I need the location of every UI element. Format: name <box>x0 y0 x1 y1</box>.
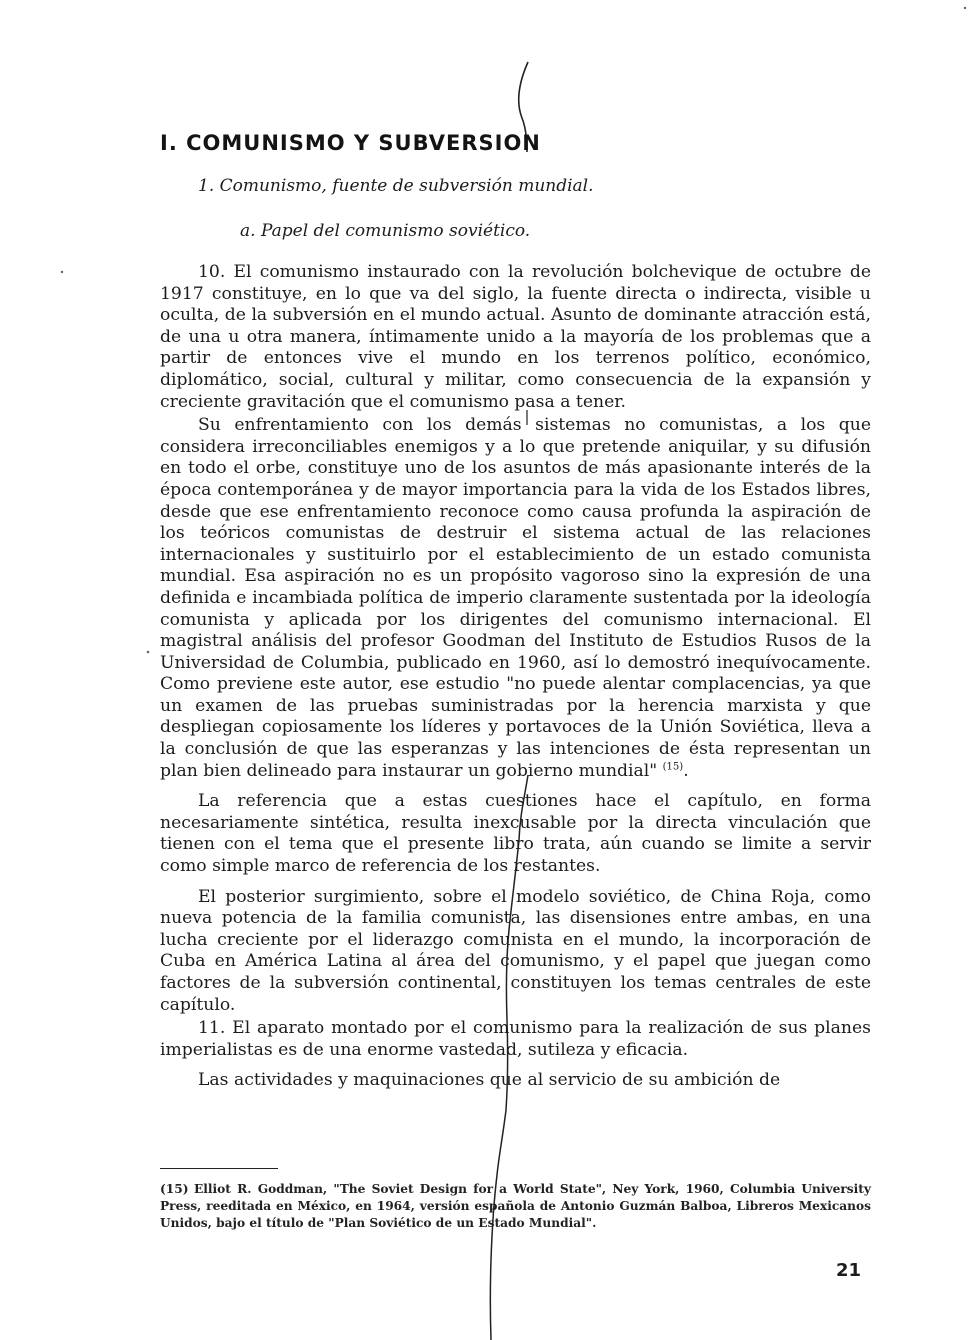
footnote-reference: (15) <box>662 760 684 772</box>
subsection-heading: a. Papel del comunismo soviético. <box>240 221 531 241</box>
chapter-title: I. COMUNISMO Y SUBVERSION <box>160 131 541 155</box>
paragraph-1: 10. El comunismo instaurado con la revolución bolchevique de octubre de 1917 constituye, en lo que va del siglo, la fuente directa o indirecta, visible u oculta, de la subversión en el mundo actual. Asunto de dominante atracción está, de una u otra manera, íntimamente unido a la mayoría de los problemas que a partir de entonces vive el mundo en los terrenos político, económico, diplomático, social, cultural y militar, como consecuencia de la expansión y creciente gravitación que el comunismo pasa a tener. <box>160 262 871 412</box>
footnote-mark: (15) <box>160 1182 189 1196</box>
page-number: 21 <box>836 1260 862 1281</box>
paragraph-6: Las actividades y maquinaciones que al servicio de su ambición de <box>198 1070 781 1091</box>
paragraph-5: 11. El aparato montado por el comunismo para la realización de sus planes imperialistas es de una enorme vastedad, sutileza y eficacia. <box>160 1018 871 1060</box>
body-text <box>160 262 871 1092</box>
footnote <box>160 1181 871 1232</box>
paragraph-2 <box>160 415 871 782</box>
paragraph-2-text: Su enfrentamiento con los demás sistemas no comunistas, a los que considera irreconciliables enemigos y a lo que pretende aniquilar, y su difusión en todo el orbe, constituye uno de los asuntos de más apasionante interés de la época contemporánea y de mayor importancia para la vida de los Estados libres, desde que ese enfrentamiento reconoce como causa profunda la aspiración de los teóricos comunistas de destruir el sistema actual de las relaciones internacionales y sustituirlo por el establecimiento de un estado comunista mundial. Esa aspiración no es un propósito vagoroso sino la expresión de una definida e incambiada política de imperio claramente sustentada por la ideología comunista y aplicada por los dirigentes del comunismo internacional. El magistral análisis del profesor Goodman del Instituto de Estudios Rusos de la Universidad de Columbia, publicado en 1960, así lo demostró inequívocamente. Como previene este autor, ese estudio "no puede alentar complacencias, ya que un examen de las pruebas suministradas por la herencia marxista y que despliegan copiosamente los líderes y portavoces de la Unión Soviética, lleva a la conclusión de que las esperanzas y las intenciones de ésta representan un plan bien delineado para instaurar un gobierno mundial" <box>160 415 871 781</box>
paragraph-4: El posterior surgimiento, sobre el modelo soviético, de China Roja, como nueva potencia de la familia comunista, las disensiones entre ambas, en una lucha creciente por el liderazgo comunista en el mundo, la incorporación de Cuba en América Latina al área del comunismo, y el papel que juegan como factores de la subversión continental, constituyen los temas centrales de este capítulo. <box>160 886 871 1015</box>
section-heading: 1. Comunismo, fuente de subversión mundial. <box>198 176 594 196</box>
paragraph-3: La referencia que a estas cuestiones hace el capítulo, en forma necesariamente sintética, resulta inexcusable por la directa vinculación que tienen con el tema que el presente libro trata, aún cuando se limite a servir como simple marco de referencia de los restantes. <box>160 791 871 877</box>
footnote-divider <box>160 1168 278 1169</box>
paragraph-2-tail: . <box>683 760 689 781</box>
footnote-text: Elliot R. Goddman, "The Soviet Design for a World State", Ney York, 1960, Columbia University Press, reeditada en México, en 1964, versión española de Antonio Guzmán Balboa, Libreros Mexicanos Unidos, bajo el título de "Plan Soviético de un Estado Mundial". <box>160 1182 871 1230</box>
